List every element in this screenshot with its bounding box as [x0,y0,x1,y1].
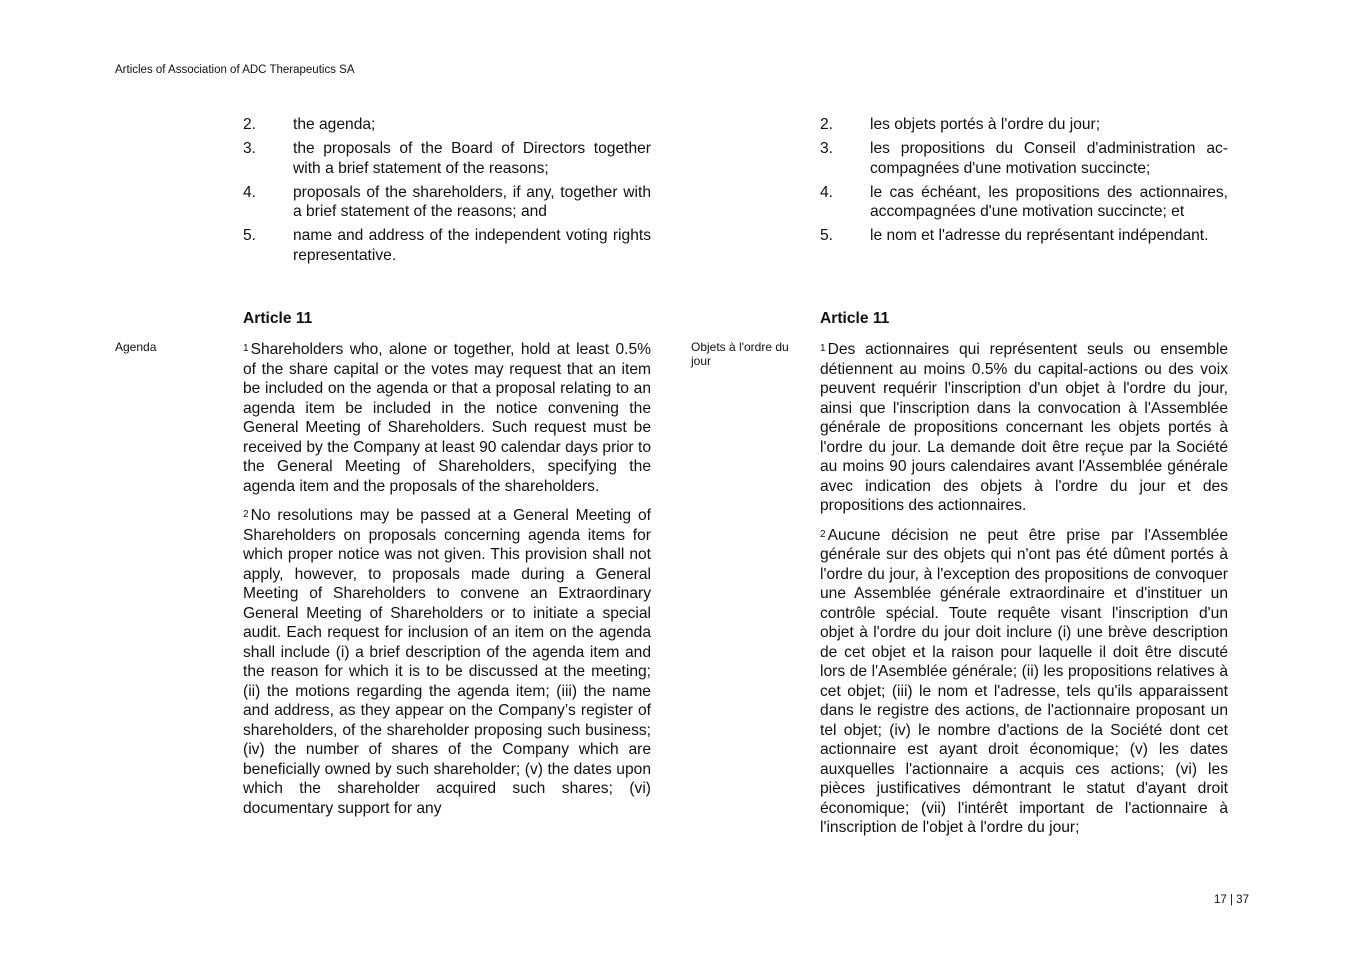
list-item-text: the proposals of the Board of Directors together with a brief statement of the reasons; [293,140,651,177]
list-item-text: the agenda; [293,116,376,133]
list-item [243,226,651,265]
list-item [820,226,1228,246]
list-item-number: 2. [243,116,257,133]
english-article-body [243,340,651,828]
paragraph-number: 1 [820,343,826,354]
list-item [820,183,1228,222]
english-numbered-list [243,115,651,265]
list-item-number: 2. [820,116,834,133]
list-item-text: le nom et l'adresse du représentant indépendant. [870,227,1209,244]
list-item-text: les propositions du Conseil d'administration accompagnées d'une motivation succincte; [870,140,1228,177]
paragraph-text: No resolutions may be passed at a General Meeting of Shareholders on proposals concerning agenda items for which proper notice was not given. This provision shall not apply, however, to proposals made during a General Meeting of Shareholders to convene an Extraordinary General Meeting of Shareholders or to initiate a special audit. Each request for inclusion of an item on the agenda shall include (i) a brief description of the agenda item and the reason for which it is to be discussed at the meeting; (ii) the motions regarding the agenda item; (iii) the name and address, as they appear on the Company’s register of shareholders, of the shareholder proposing such business; (iv) the number of shares of the Company which are beneficially owned by such shareholder; (v) the dates upon which the shareholder acquired such shares; (vi) documentary support for any [243,507,651,817]
document-header: Articles of Association of ADC Therapeutics SA [115,64,355,76]
french-margin-label: Objets à l'ordre du jour [691,340,789,368]
list-item [243,183,651,222]
english-margin-label: Agenda [115,340,157,354]
paragraph [820,340,1228,516]
paragraph [243,340,651,496]
page-number: 17 | 37 [1214,894,1249,906]
list-item-text: name and address of the independent voting rights representative. [293,227,651,264]
paragraph [820,526,1228,838]
paragraph-text: Des actionnaires qui représentent seuls ou ensemble détiennent au moins 0.5% du capital-actions ou des voix peuvent requérir l'inscription d'un objet à l'ordre du jour, ainsi que l'inscription dans la convocation à l'Assemblée générale de propositions concernant les objets portés à l'ordre du jour. La demande doit être reçue par la Société au moins 90 jours calendaires avant l'Assemblée générale avec indication des objets à l'ordre du jour et des propositions des actionnaires. [820,341,1228,514]
list-item [820,139,1228,178]
paragraph-number: 2 [243,509,249,520]
french-numbered-list [820,115,1228,246]
french-article-heading: Article 11 [820,310,890,327]
list-item [243,115,651,135]
french-article-body [820,340,1228,848]
list-item-text: proposals of the shareholders, if any, together with a brief statement of the reasons; and [293,183,651,220]
list-item-number: 5. [243,227,257,244]
list-item-number: 4. [820,183,834,201]
list-item-number: 4. [243,183,257,201]
paragraph-text: Shareholders who, alone or together, hold at least 0.5% of the share capital or the votes may request that an item be included on the agenda or that a proposal relating to an agenda item be included in the notice convening the General Meeting of Shareholders. Such request must be received by the Company at least 90 calendar days prior to the General Meeting of Shareholders, specifying the agenda item and the proposals of the shareholders. [243,341,651,495]
english-list-column [243,115,651,270]
paragraph-number: 1 [243,343,249,354]
paragraph-number: 2 [820,528,826,540]
paragraph [243,506,651,818]
list-item-number: 3. [820,140,834,157]
list-item [820,115,1228,135]
list-item [243,139,651,178]
english-article-heading: Article 11 [243,310,313,327]
french-list-column [820,115,1228,250]
list-item-text: le cas échéant, les propositions des actionnaires, accompagnées d'une motivation succincte; et [870,183,1228,220]
list-item-number: 3. [243,140,257,157]
paragraph-text: Aucune décision ne peut être prise par l'Assemblée générale sur des objets qui n'ont pas été dûment portés à l'ordre du jour, à l'exception des propositions de convoquer une Assemblée générale extraordinaire et d'instituer un contrôle spécial. Toute requête visant l'inscription d'un objet à l'ordre du jour doit inclure (i) une brève description de cet objet et la raison pour laquelle il doit être discuté lors de l'Asemblée générale; (ii) les propositions relatives à cet objet; (iii) le nom et l'adresse, tels qu'ils apparaissent dans le registre des actions, de l'actionnaire proposant un tel objet; (iv) le nombre d'actions de la Société dont cet actionnaire est ayant droit économique; (v) les dates auxquelles l'actionnaire a acquis ces actions; (vi) les pièces justificatives démontrant le statut d'ayant droit économique; (vii) l'intérêt important de l'actionnaire à l'inscription de l'objet à l'ordre du jour; [820,526,1228,836]
list-item-number: 5. [820,227,834,244]
list-item-text: les objets portés à l'ordre du jour; [870,116,1101,133]
